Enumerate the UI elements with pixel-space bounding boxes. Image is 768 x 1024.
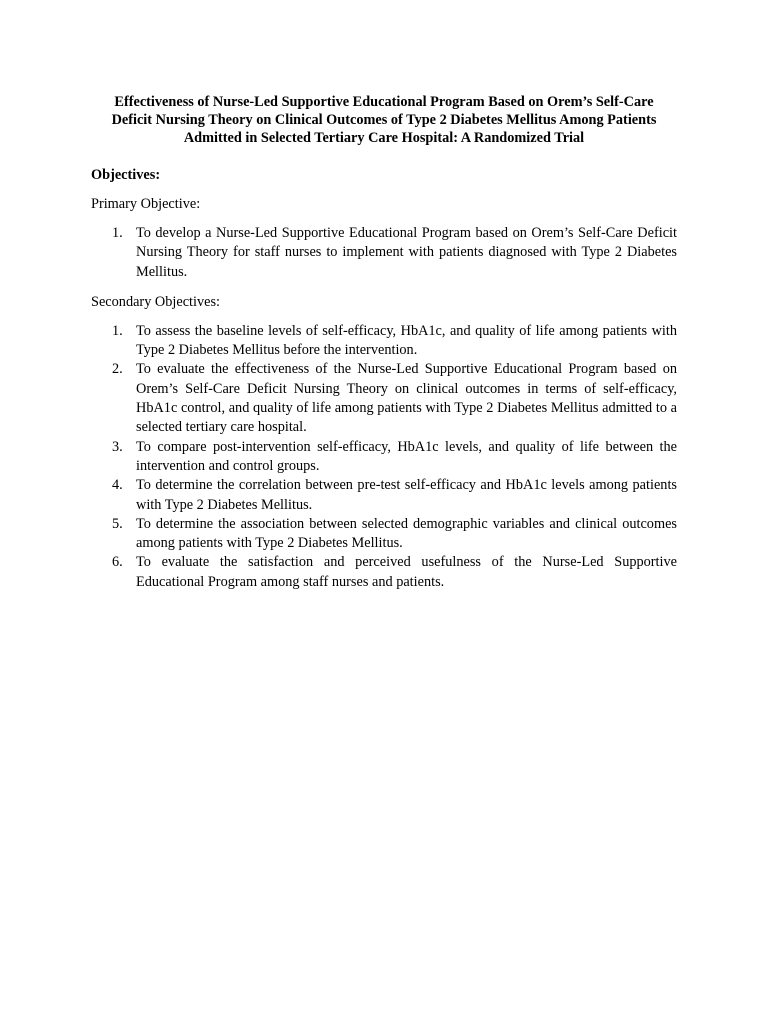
list-item [91,438,677,477]
list-item-number: 4. [112,477,123,494]
list-item-text: To develop a Nurse-Led Supportive Educational Program based on Orem’s Self-Care Deficit Nursing Theory for staff nurses to implement with patients diagnosed with Type 2 Diabetes Mellitus. [136,225,677,280]
list-item [91,515,677,554]
list-item [91,224,677,282]
list-item-number: 3. [112,438,123,455]
list-item-text: To evaluate the satisfaction and perceived usefulness of the Nurse-Led Supportive Educational Program among staff nurses and patients. [136,554,677,590]
list-item [91,476,677,515]
document-title [91,93,677,147]
list-item-number: 6. [112,554,123,571]
primary-objective-list [91,224,677,282]
list-item-text: To assess the baseline levels of self-efficacy, HbA1c, and quality of life among patients with Type 2 Diabetes Mellitus before the intervention. [136,322,677,359]
title-line: Admitted in Selected Tertiary Care Hospital: A Randomized Trial [183,130,585,146]
list-item-text: To determine the association between selected demographic variables and clinical outcomes among patients with Type 2 Diabetes Mellitus. [136,515,677,552]
document-body [91,93,677,603]
title-line: Deficit Nursing Theory on Clinical Outcomes of Type 2 Diabetes Mellitus Among Patients [111,112,657,128]
objectives-heading: Objectives: [91,167,161,183]
list-item [91,322,677,361]
secondary-objectives-heading: Secondary Objectives: [91,293,221,310]
list-item-number: 2. [112,361,123,378]
list-item [91,360,677,437]
list-item-number: 1. [112,322,123,339]
title-line: Effectiveness of Nurse-Led Supportive Educational Program Based on Orem’s Self-Care [114,94,654,110]
list-item-text: To compare post-intervention self-efficacy, HbA1c levels, and quality of life between the intervention and control groups. [136,438,677,474]
secondary-objectives-list [91,322,677,592]
list-item-text: To evaluate the effectiveness of the Nurse-Led Supportive Educational Program based on Orem’s Self-Care Deficit Nursing Theory on clinical outcomes in terms of self-efficacy, HbA1c control, and quality of life among patients with Type 2 Diabetes Mellitus admitted to a selected tertiary care hospital. [136,361,677,436]
list-item-number: 1. [112,225,123,241]
primary-objective-heading: Primary Objective: [91,196,201,212]
list-item-text: To determine the correlation between pre-test self-efficacy and HbA1c levels among patients with Type 2 Diabetes Mellitus. [136,477,677,513]
list-item [91,553,677,592]
list-item-number: 5. [112,515,123,532]
